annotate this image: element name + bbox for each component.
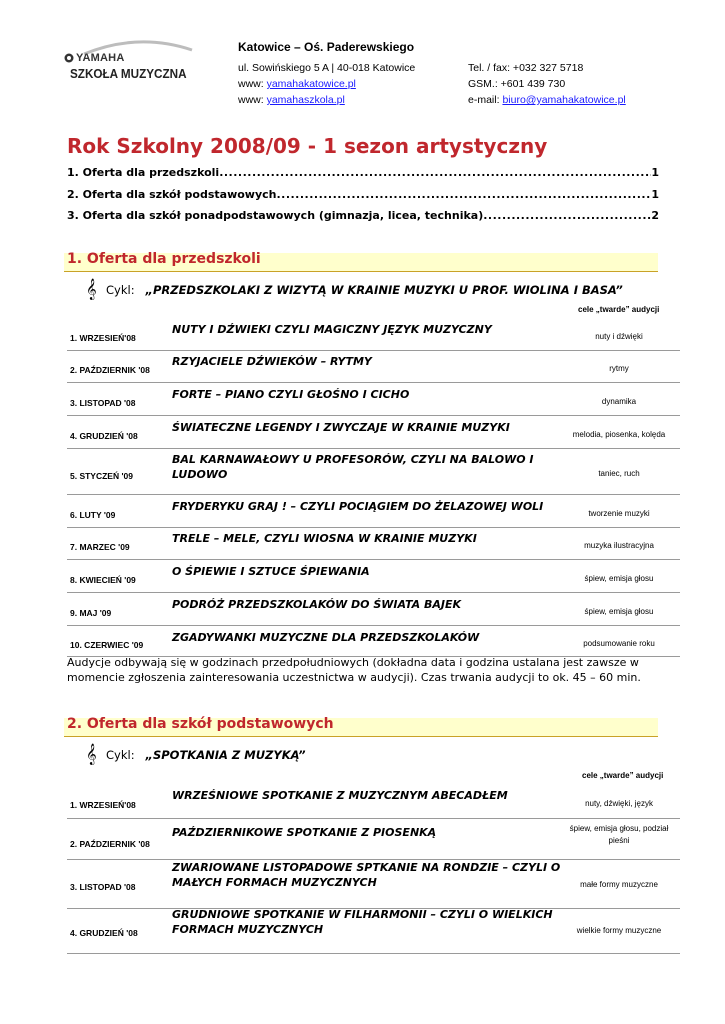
toc-label: 1. Oferta dla przedszkoli [67, 166, 220, 179]
cycle-name: „PRZEDSZKOLAKI Z WIZYTĄ W KRAINIE MUZYKI U PROF. WIOLINA I BASA” [145, 283, 623, 297]
schedule-row [67, 385, 680, 416]
schedule-row [67, 497, 680, 528]
row-goal: taniec, ruch [598, 469, 640, 478]
contact-right [468, 60, 688, 108]
row-month: 8. KWIECIEŃ '09 [70, 575, 136, 585]
row-month: 3. LISTOPAD '08 [70, 398, 136, 408]
toc-page: 1 [651, 166, 659, 179]
email-prefix: e-mail: [468, 94, 503, 106]
row-month: 9. MAJ '09 [70, 608, 112, 618]
goals-header: cele „twarde” audycji [578, 305, 660, 314]
row-goal: dynamika [601, 397, 637, 406]
schedule-note: Audycje odbywają się w godzinach przedpołudniowych (dokładna data i godzina ustalana jest zawsze w momencie zgłoszenia zainteresowania uczestnictwa w audycji). Czas trwania audycji to ok. 45 – 60 min. [67, 656, 641, 684]
row-goal: melodia, piosenka, kolęda [572, 430, 666, 439]
website-line-1 [238, 76, 458, 92]
row-title: ZWARIOWANE LISTOPADOWE SPTKANIE NA RONDZIE – CZYLI O MAŁYCH FORMACH MUZYCZNYCH [172, 861, 561, 889]
document-title: Rok Szkolny 2008/09 - 1 sezon artystyczny [67, 134, 548, 158]
yamaha-emblem-icon [64, 53, 74, 63]
cycle-name: „SPOTKANIA Z MUZYKĄ” [145, 748, 306, 762]
schedule-row [67, 907, 680, 954]
row-month: 3. LISTOPAD '08 [70, 882, 136, 892]
cycle-line [106, 748, 306, 762]
treble-clef-icon: 𝄞 [86, 279, 97, 300]
phone-fax: Tel. / fax: +032 327 5718 [468, 62, 584, 74]
row-month: 10. CZERWIEC '09 [70, 640, 144, 650]
row-title: GRUDNIOWE SPOTKANIE W FILHARMONII – CZYLI O WIELKICH FORMACH MUZYCZNYCH [172, 908, 553, 936]
row-month: 1. WRZESIEŃ'08 [70, 800, 136, 810]
row-title: TRELE – MELE, CZYLI WIOSNA W KRAINIE MUZYKI [172, 532, 477, 545]
toc-leader [219, 166, 651, 179]
schedule-row [67, 418, 680, 449]
row-title: BAL KARNAWAŁOWY U PROFESORÓW, CZYLI NA BALOWO I LUDOWO [172, 453, 534, 481]
row-month: 1. WRZESIEŃ'08 [70, 333, 136, 343]
toc-entry[interactable] [67, 209, 659, 222]
toc-page: 1 [651, 188, 659, 201]
schedule-row [67, 860, 680, 909]
row-goal: śpiew, emisja głosu [584, 574, 654, 583]
address: ul. Sowińskiego 5 A | 40-018 Katowice [238, 62, 416, 74]
schedule-row [67, 823, 680, 860]
schedule-row [67, 452, 680, 495]
row-goal: nuty, dźwięki, język [585, 799, 653, 808]
row-month: 7. MARZEC '09 [70, 542, 130, 552]
row-goal: śpiew, emisja głosu, podział pieśni [569, 824, 669, 845]
toc-label: 3. Oferta dla szkół ponadpodstawowych (gimnazja, licea, technika) [67, 209, 484, 222]
logo-brand: YAMAHA [76, 52, 125, 64]
toc-entry[interactable] [67, 188, 659, 201]
row-goal: wielkie formy muzyczne [576, 926, 662, 935]
row-title: FRYDERYKU GRAJ ! – CZYLI POCIĄGIEM DO ŻELAZOWEJ WOLI [172, 500, 544, 513]
schedule-row [67, 320, 680, 351]
toc-leader [276, 188, 651, 201]
row-title: RZYJACIELE DŹWIEKÓW – RYTMY [172, 355, 372, 368]
email-line [468, 92, 688, 108]
schedule-row [67, 628, 680, 657]
toc-leader [483, 209, 651, 222]
row-title: PODRÓŻ PRZEDSZKOLAKÓW DO ŚWIATA BAJEK [172, 598, 461, 611]
row-month: 2. PAŹDZIERNIK '08 [70, 365, 150, 375]
row-title: ZGADYWANKI MUZYCZNE DLA PRZEDSZKOLAKÓW [172, 631, 480, 644]
section-heading-2 [64, 718, 658, 737]
schedule-row [67, 352, 680, 383]
schedule-row [67, 595, 680, 626]
goals-header: cele „twarde” audycji [582, 771, 664, 780]
row-title: O ŚPIEWIE I SZTUCE ŚPIEWANIA [172, 565, 370, 578]
schedule-row [67, 786, 680, 819]
treble-clef-icon: 𝄞 [86, 744, 97, 765]
toc-label: 2. Oferta dla szkół podstawowych [67, 188, 277, 201]
row-title: WRZEŚNIOWE SPOTKANIE Z MUZYCZNYM ABECADŁEM [172, 789, 508, 802]
school-logo [64, 36, 194, 96]
row-month: 4. GRUDZIEŃ '08 [70, 928, 138, 938]
website-link-1[interactable]: yamahakatowice.pl [266, 78, 356, 90]
schedule-row [67, 562, 680, 593]
email-link[interactable]: biuro@yamahakatowice.pl [502, 94, 626, 106]
www-prefix: www: [238, 94, 267, 106]
mobile-phone: GSM.: +601 439 730 [468, 78, 566, 90]
website-link-2[interactable]: yamahaszkola.pl [266, 94, 345, 106]
row-month: 4. GRUDZIEŃ '08 [70, 431, 138, 441]
row-title: FORTE – PIANO CZYLI GŁOŚNO I CICHO [172, 388, 410, 401]
section-heading-text: 2. Oferta dla szkół podstawowych [67, 716, 334, 732]
toc-entry[interactable] [67, 166, 659, 179]
schedule-row [67, 529, 680, 560]
row-goal: tworzenie muzyki [588, 509, 650, 518]
row-goal: rytmy [609, 364, 629, 373]
row-goal: podsumowanie roku [583, 639, 655, 648]
section-heading-text: 1. Oferta dla przedszkoli [67, 251, 261, 267]
row-title: PAŹDZIERNIKOWE SPOTKANIE Z PIOSENKĄ [172, 826, 437, 839]
toc-page: 2 [651, 209, 659, 222]
row-month: 6. LUTY '09 [70, 510, 116, 520]
contact-left [238, 60, 458, 108]
row-goal: małe formy muzyczne [580, 880, 658, 889]
row-goal: nuty i dźwięki [595, 332, 643, 341]
school-location: Katowice – Oś. Paderewskiego [238, 40, 415, 54]
website-line-2 [238, 92, 458, 108]
section-heading-1 [64, 253, 658, 272]
logo-school-name: SZKOŁA MUZYCZNA [70, 66, 187, 81]
row-title: ŚWIATECZNE LEGENDY I ZWYCZAJE W KRAINIE MUZYKI [172, 421, 510, 434]
row-title: NUTY I DŹWIEKI CZYLI MAGICZNY JĘZYK MUZYCZNY [172, 323, 492, 336]
row-goal: muzyka ilustracyjna [584, 541, 654, 550]
row-month: 5. STYCZEŃ '09 [70, 471, 133, 481]
www-prefix: www: [238, 78, 267, 90]
cycle-label: Cykl: [106, 283, 135, 297]
cycle-label: Cykl: [106, 748, 135, 762]
row-month: 2. PAŹDZIERNIK '08 [70, 839, 150, 849]
cycle-line [106, 283, 623, 297]
row-goal: śpiew, emisja głosu [584, 607, 654, 616]
